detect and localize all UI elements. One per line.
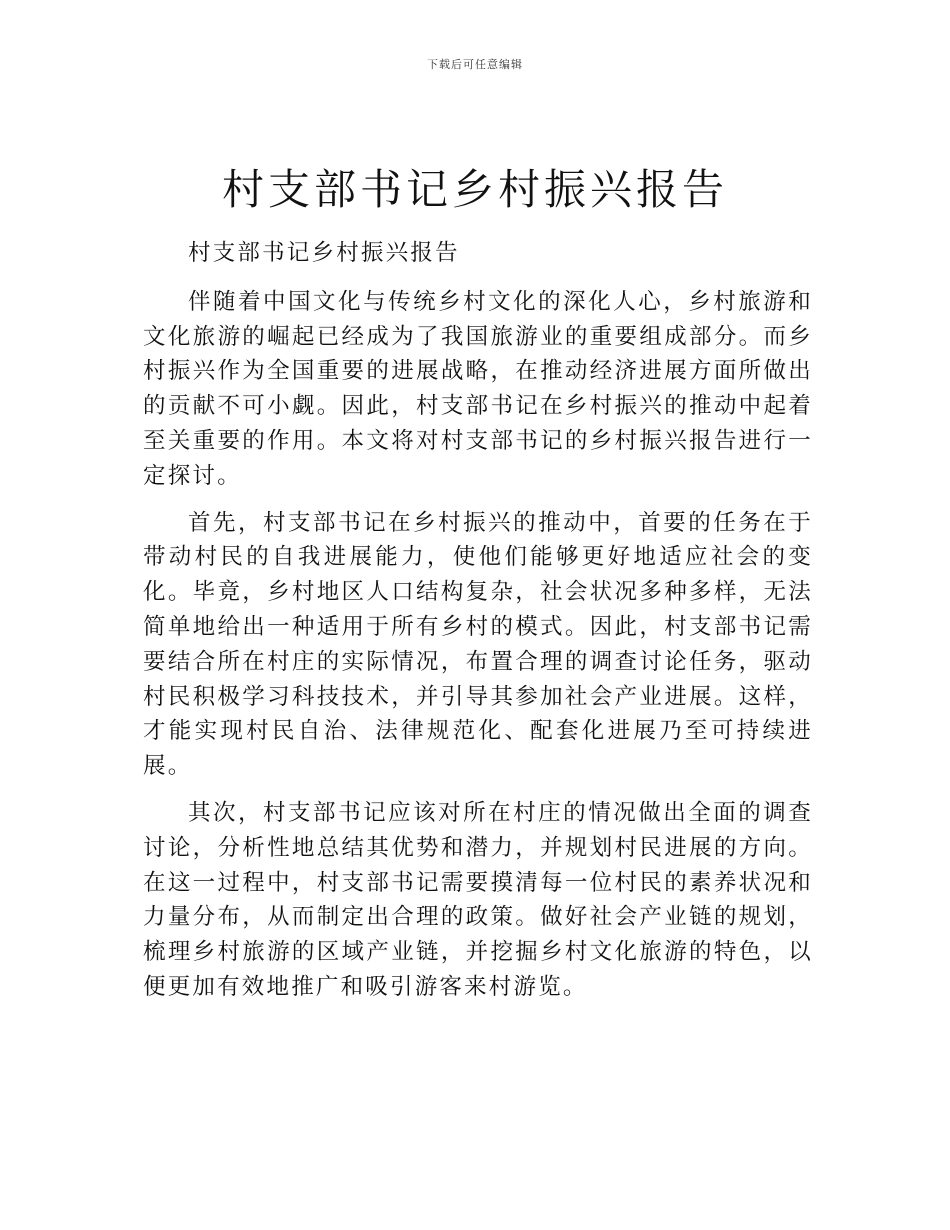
document-subtitle: 村支部书记乡村振兴报告 — [188, 240, 460, 266]
document-body — [143, 236, 813, 1017]
paragraph-1: 伴随着中国文化与传统乡村文化的深化人心，乡村旅游和文化旅游的崛起已经成为了我国旅游业的重要组成部分。而乡村振兴作为全国重要的进展战略，在推动经济进展方面所做出的贡献不可小觑。因此，村支部书记在乡村振兴的推动中起着至关重要的作用。本文将对村支部书记的乡村振兴报告进行一定探讨。 — [143, 288, 813, 489]
paragraph-3: 其次，村支部书记应该对所在村庄的情况做出全面的调查讨论，分析性地总结其优势和潜力，并规划村民进展的方向。在这一过程中，村支部书记需要摸清每一位村民的素养状况和力量分布，从而制定出合理的政策。做好社会产业链的规划，梳理乡村旅游的区域产业链，并挖掘乡村文化旅游的特色，以便更加有效地推广和吸引游客来村游览。 — [143, 799, 813, 1000]
header-note: 下载后可任意编辑 — [427, 58, 523, 71]
paragraph-2: 首先，村支部书记在乡村振兴的推动中，首要的任务在于带动村民的自我进展能力，使他们能够更好地适应社会的变化。毕竟，乡村地区人口结构复杂，社会状况多种多样，无法简单地给出一种适用于所有乡村的模式。因此，村支部书记需要结合所在村庄的实际情况，布置合理的调查讨论任务，驱动村民积极学习科技技术，并引导其参加社会产业进展。这样，才能实现村民自治、法律规范化、配套化进展乃至可持续进展。 — [143, 509, 813, 780]
document-title: 村支部书记乡村振兴报告 — [221, 165, 728, 214]
